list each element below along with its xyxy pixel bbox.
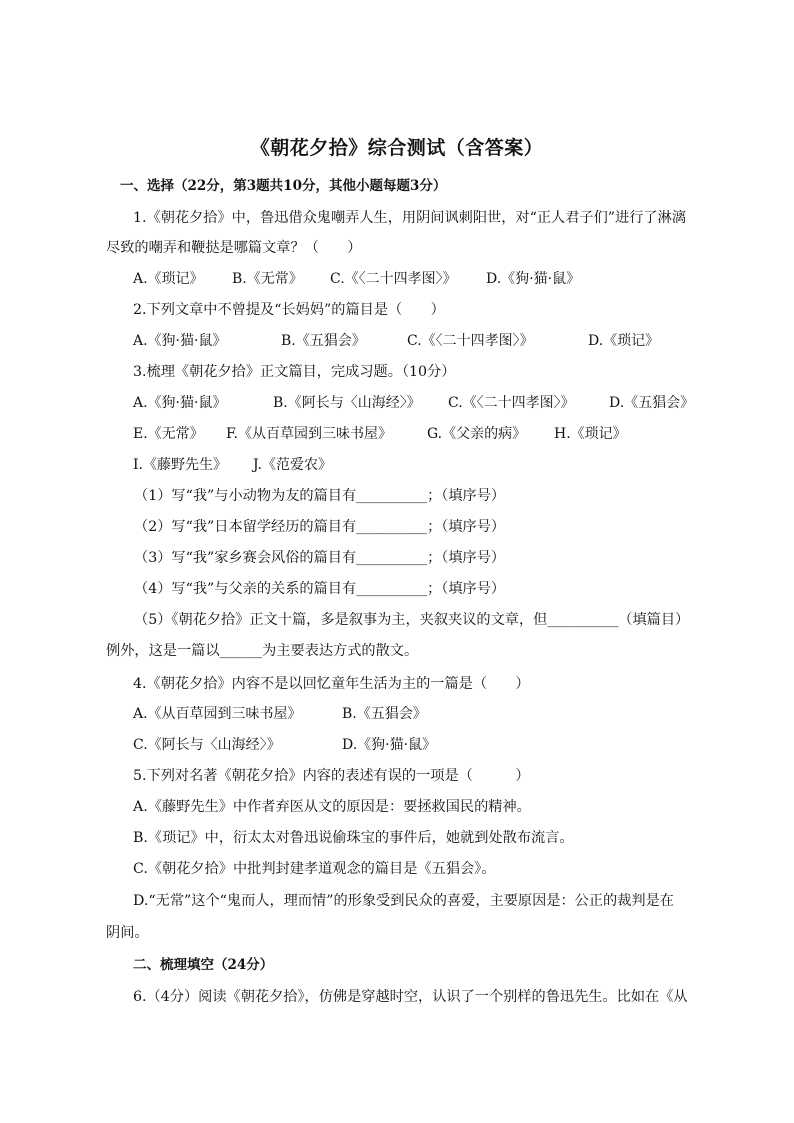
q2-option-c: C.《〈二十四孝图〉》: [407, 333, 534, 349]
section-2-heading: 二、梳理填空（24分）: [133, 957, 274, 973]
q5-option-d-line2: 阴间。: [106, 925, 149, 941]
q3-sub2: （2）写“我”日本留学经历的篇目有__________；（填序号）: [134, 519, 506, 535]
q5-option-d-line1: D.“无常”这个“鬼而人，理而情”的形象受到民众的喜爱，主要原因是：公正的裁判是在: [133, 893, 674, 909]
q3-option-e: E.《无常》: [133, 426, 204, 442]
q4-option-b: B.《五猖会》: [342, 706, 427, 722]
q2-stem: 2.下列文章中不曾提及“长妈妈”的篇目是（ ）: [133, 302, 445, 318]
q1-option-b: B.《无常》: [232, 271, 303, 287]
q6-stem-line1: 6.（4分）阅读《朝花夕拾》，仿佛是穿越时空，认识了一个别样的鲁迅先生。比如在《从: [133, 989, 688, 1005]
q3-sub1: （1）写“我”与小动物为友的篇目有__________；（填序号）: [134, 488, 506, 504]
q3-option-h: H.《琐记》: [554, 426, 627, 442]
q4-option-c: C.《阿长与〈山海经〉》: [133, 737, 281, 753]
section-1-heading: 一、选择（22分，第3题共10分，其他小题每题3分）: [120, 178, 447, 194]
q2-option-a: A.《狗·猫·鼠》: [133, 333, 227, 349]
q1-stem-line2: 尽致的嘲弄和鞭挞是哪篇文章？（ ）: [106, 240, 362, 256]
q3-option-d: D.《五猖会》: [609, 395, 695, 411]
q1-option-c: C.《〈二十四孝图〉》: [330, 271, 457, 287]
q3-sub3: （3）写“我”家乡赛会风俗的篇目有__________；（填序号）: [134, 550, 506, 566]
q5-option-a: A.《藤野先生》中作者弃医从文的原因是：要拯救国民的精神。: [133, 799, 531, 815]
q3-sub5-line2: 例外，这是一篇以______为主要表达方式的散文。: [106, 643, 419, 659]
q4-option-a: A.《从百草园到三味书屋》: [133, 706, 302, 722]
q5-option-c: C.《朝花夕拾》中批判封建孝道观念的篇目是《五猖会》。: [133, 861, 496, 877]
q4-stem: 4.《朝花夕拾》内容不是以回忆童年生活为主的一篇是（ ）: [133, 676, 530, 692]
q1-option-a: A.《琐记》: [133, 271, 204, 287]
page-title: 《朝花夕拾》综合测试（含答案）: [250, 137, 544, 159]
q3-sub4: （4）写“我”与父亲的关系的篇目有__________；（填序号）: [134, 581, 506, 597]
q2-option-b: B.《五猖会》: [281, 333, 366, 349]
q1-stem-line1: 1.《朝花夕拾》中，鲁迅借众鬼嘲弄人生，用阴间讽刺阳世，对“正人君子们”进行了淋漓: [133, 210, 686, 226]
q3-option-b: B.《阿长与〈山海经〉》: [273, 395, 421, 411]
q3-option-a: A.《狗·猫·鼠》: [133, 395, 227, 411]
q3-option-j: J.《范爱农》: [253, 457, 332, 473]
q4-option-d: D.《狗·猫·鼠》: [342, 737, 437, 753]
q1-option-d: D.《狗·猫·鼠》: [486, 271, 581, 287]
q3-option-g: G.《父亲的病》: [427, 426, 527, 442]
q5-option-b: B.《琐记》中，衍太太对鲁迅说偷珠宝的事件后，她就到处散布流言。: [133, 830, 574, 846]
q2-option-d: D.《琐记》: [588, 333, 660, 349]
q3-option-i: I.《藤野先生》: [133, 457, 227, 473]
q3-option-c: C.《〈二十四孝图〉》: [448, 395, 575, 411]
q3-stem: 3.梳理《朝花夕拾》正文篇目，完成习题。（10分）: [133, 364, 456, 380]
q3-sub5-line1: （5）《朝花夕拾》正文十篇，多是叙事为主，夹叙夹议的文章，但__________（填篇目）: [134, 612, 690, 628]
q3-option-f: F.《从百草园到三味书屋》: [226, 426, 392, 442]
q5-stem: 5.下列对名著《朝花夕拾》内容的表述有误的一项是（ ）: [133, 768, 530, 784]
